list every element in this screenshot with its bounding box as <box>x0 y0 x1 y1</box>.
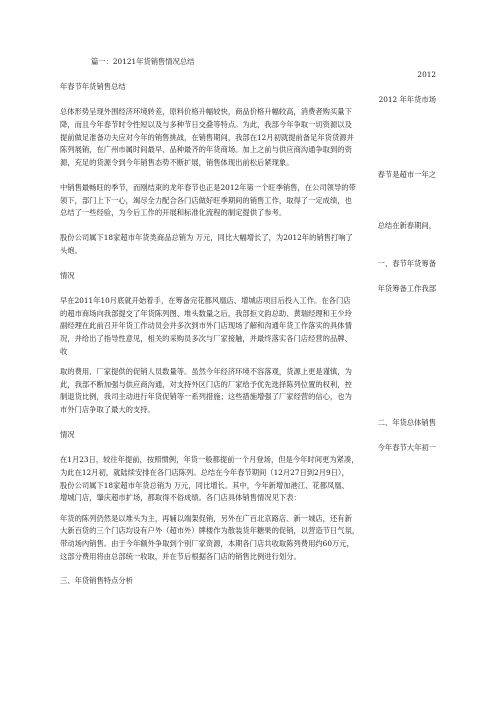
section1-line: 副经理在此前召开年货工作动员会并多次到市外门店现场了解和沟通年货工作落实的具体情 <box>60 321 352 331</box>
section1-line: 况，并给出了指导性意见，相关的采购员多次与厂家接触，并最终落实各门店经营的品牌、 <box>60 334 352 344</box>
section1-line: 制退货比例，我司主动进行年货促销等一系列措施；这些措施增强了厂家经营的信心，也为 <box>60 392 352 402</box>
section3-heading: 三、年货销售特点分析 <box>60 576 133 586</box>
section1-heading-cont: 情况 <box>60 271 75 281</box>
intro-line: 陈列展销，在广州市属时间最早、品种最齐的年货商场。加上之前与供应商沟通争取到的资 <box>60 145 352 155</box>
intro-line: 总体形势呈现外围经济环境转差，原料价格升幅较快，商品价格升幅较高，消费者购买量下 <box>60 107 352 117</box>
section2-line: 为此在12月初，就陆续安排在各门店陈列。总结在今年春节期间（12月27日到2月9日）， <box>60 468 349 477</box>
section2-heading: 二、年货总体销售 <box>377 417 436 427</box>
subtitle: 年春节年货销售总结 <box>60 82 126 92</box>
section1-line: 取的费用、厂家提供的促销人员数量等。虽然今年经济环境不容落观，货源上更是谨慎，为 <box>60 367 352 377</box>
para3-line: 总结在新春期间， <box>377 220 436 230</box>
para3-line: 头炮。 <box>60 245 82 255</box>
section1-line: 的超市商场向我部提交了年货陈列图、堆头数量之后，我部拒文韵总助、黄瑞经理和王少玲 <box>60 308 352 318</box>
section2-line: 带动场内销售。由于今年额外争取到个别厂家资源，本期各门店共收取陈列费用约60万元， <box>60 538 354 548</box>
section1-line: 此，我部不断加强与供应商沟通，对支持外区门店的厂家给予优先选择陈列位置的权利，控 <box>60 379 352 389</box>
intro-line: 降，而且今年春节时令性短以及与多种节日交叠等特点。为此，我部今年争取一切资源以及 <box>60 119 352 129</box>
section2-line: 增城门店，肇庆超市扩场，都取得不俗成绩。各门店具体销售情况见下表： <box>60 493 301 503</box>
section2-line: 今年春节大年初一 <box>377 442 436 452</box>
section2-line: 这部分费用将由总部统一收取，并在节后根据各门店的销售比例进行划分。 <box>60 551 301 561</box>
section1-line: 市外门店争取了最大的支持。 <box>60 405 155 415</box>
intro-line: 源，充足的货源令到今年销售态势不断扩展，销售体现出前松后紧现象。 <box>60 157 294 167</box>
section2-line: 年货的陈列仍然是以堆头为主，再辅以端架促销，另外在广百北京路店、新一城店，还有新 <box>60 513 352 523</box>
section1-line: 早在2011年10月底就开始着手，在筹备完花都风凰店、增城店项目后投入工作。在各门店 <box>60 296 351 306</box>
section1-heading: 一、春节年货筹备 <box>377 258 436 268</box>
para2-line: 领下，部门上下一心，竭尽全力配合各门店做好旺季期间的销售工作，取得了一定成绩，也 <box>60 195 352 205</box>
para2-line: 中销售最畅旺的季节，而刚结束的龙年春节也正是2012年第一个旺季销售，在公司领导的带 <box>60 182 356 192</box>
intro-line: 2012 年年货市场 <box>378 94 436 104</box>
para2-line: 总结了一些经验，为今后工作的开展和标准化流程的制定提供了参考。 <box>60 208 287 218</box>
para2-line: 春节是超市一年之 <box>377 170 436 180</box>
document-title: 篇一：20121年货销售情况总结 <box>91 57 195 66</box>
section2-line: 大新百货的三个门店均设有户外（超市外）牌楼作为散装货年糖果的促销，以营造节日气氛， <box>60 526 360 536</box>
section2-heading-cont: 情况 <box>60 430 75 440</box>
title-year: 2012 <box>417 69 436 79</box>
para3-line: 股份公司属下18家超市年货类商品总销为 万元，同比大幅增长了，为2012年的销售打响了 <box>60 233 353 243</box>
section1-line: 收 <box>60 346 68 356</box>
section1-line: 年货筹备工作我部 <box>377 283 436 293</box>
section2-line: 在1月23日，较往年提前，按照惯例，年货一般都提前一个月登场，但是今年时间更为紧凑， <box>60 455 359 465</box>
intro-line: 提前做足准备功夫应对今年的销售挑战，在销售期间，我部在12月初就提前备足年货货源并 <box>60 132 354 142</box>
document-body <box>60 56 436 588</box>
section2-line: 股份公司属下18家超市年货总销为 万元，同比增长。其中，今年新增加港江、花都凤凰、 <box>60 480 349 490</box>
